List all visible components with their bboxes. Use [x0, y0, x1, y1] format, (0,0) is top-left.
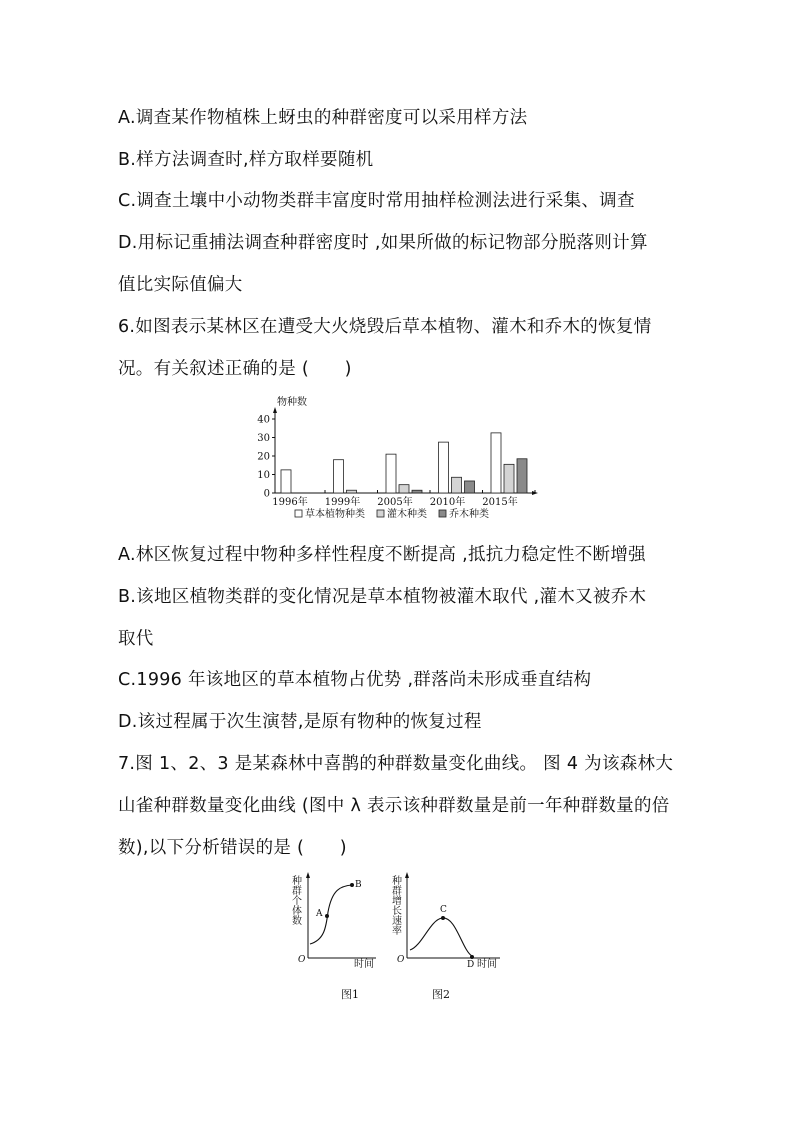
y-tick-label: 40 [257, 414, 270, 426]
option-b-prev: B.样方法调查时,样方取样要随机 [118, 150, 374, 170]
x-tick-label: 2015年 [482, 497, 518, 508]
question-7-cont: 山雀种群数量变化曲线 (图中 λ 表示该种群数量是前一年种群数量的倍 [118, 796, 670, 816]
growth-rate-curve [410, 918, 472, 956]
option-d-prev-cont: 值比实际值偏大 [118, 275, 243, 295]
fig2-ylabel: 种群增长速率 [392, 876, 402, 937]
point-b-label: B [355, 880, 362, 890]
option-6a: A.林区恢复过程中物种多样性程度不断提高 ,抵抗力稳定性不断增强 [118, 545, 646, 565]
option-6a-prev: A.调查某作物植株上蚜虫的种群密度可以采用样方法 [118, 108, 528, 128]
legend-label: 灌木种类 [387, 509, 427, 520]
bar [504, 464, 514, 493]
legend-swatch [439, 510, 446, 517]
bar [517, 459, 527, 493]
bar [439, 442, 449, 493]
x-tick-label: 2010年 [429, 497, 466, 508]
bar [452, 477, 462, 493]
figure-2 [390, 870, 505, 970]
y-tick-label: 10 [257, 470, 270, 481]
point-c-label: C [440, 905, 447, 915]
bar-chart [250, 392, 550, 527]
bar [399, 485, 409, 493]
fig1-ylabel: 种群个体数 [292, 876, 302, 927]
x-tick-label: 1999年 [324, 497, 361, 508]
bar [412, 490, 422, 493]
fig1-origin: O [298, 955, 306, 965]
bar [491, 433, 501, 493]
question-6-cont: 况。有关叙述正确的是 ( ) [118, 359, 352, 379]
fig2-xlabel: 时间 [477, 959, 497, 970]
option-c-prev: C.调查土壤中小动物类群丰富度时常用抽样检测法进行采集、调查 [118, 191, 635, 211]
bar [465, 481, 475, 493]
bar [281, 470, 291, 493]
point-d-label: D [467, 960, 475, 970]
bar [386, 454, 396, 493]
y-tick-label: 30 [257, 433, 270, 444]
fig2-origin: O [397, 955, 405, 965]
option-6b: B.该地区植物类群的变化情况是草本植物被灌木取代 ,灌木又被乔木 [118, 587, 647, 607]
fig1-caption: 图1 [341, 988, 359, 1001]
legend-swatch [377, 510, 384, 517]
x-tick-label: 1996年 [272, 497, 308, 508]
question-7: 7.图 1、2、3 是某森林中喜鹊的种群数量变化曲线。 图 4 为该森林大 [118, 754, 674, 774]
fig2-caption: 图2 [432, 988, 450, 1001]
option-6b-cont: 取代 [118, 629, 154, 649]
bar [347, 490, 357, 493]
legend-swatch [295, 510, 302, 517]
question-7-cont2: 数),以下分析错误的是 ( ) [118, 838, 347, 858]
legend-label: 草本植物种类 [305, 509, 365, 520]
point-a-label: A [316, 909, 323, 919]
option-6d: D.该过程属于次生演替,是原有物种的恢复过程 [118, 712, 482, 732]
fig1-xlabel: 时间 [354, 959, 374, 970]
y-axis-label: 物种数 [277, 397, 307, 408]
option-d-prev: D.用标记重捕法调查种群密度时 ,如果所做的标记物部分脱落则计算 [118, 233, 648, 253]
x-tick-label: 2005年 [377, 497, 413, 508]
figure-1 [290, 870, 380, 970]
y-tick-label: 20 [257, 451, 270, 463]
legend-label: 乔木种类 [449, 509, 489, 520]
bar [334, 460, 344, 493]
option-6c: C.1996 年该地区的草本植物占优势 ,群落尚未形成垂直结构 [118, 670, 592, 690]
question-6: 6.如图表示某林区在遭受大火烧毁后草本植物、灌木和乔木的恢复情 [118, 317, 652, 337]
y-tick-label: 0 [263, 488, 270, 500]
